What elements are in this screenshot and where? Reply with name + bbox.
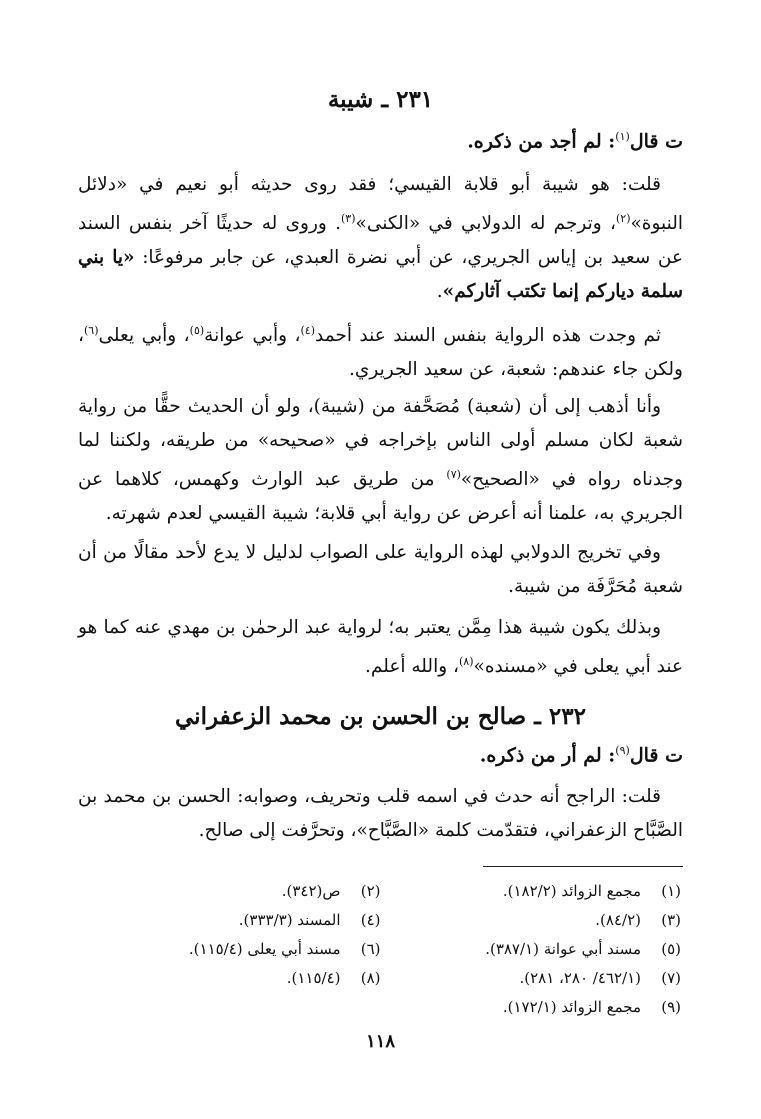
text: ، وأبي عوانة xyxy=(204,325,301,347)
paragraph-4 xyxy=(78,536,683,604)
footnote-text: (٨٤/٢). xyxy=(595,910,641,929)
footnote-text: المسند (٣٣٣/٣). xyxy=(238,910,341,929)
paragraph-5 xyxy=(78,611,683,684)
footnote-number: (٢) xyxy=(360,881,381,900)
entry-231-title: ٢٣١ ـ شيبة xyxy=(327,86,434,113)
footnotes xyxy=(80,876,681,1021)
footnote-ref[interactable]: (٣) xyxy=(341,212,356,225)
footnote xyxy=(80,882,381,900)
footnote-row xyxy=(80,992,681,1021)
footnote xyxy=(80,969,381,987)
entry-232-qal xyxy=(78,744,683,766)
footnote-number: (٩) xyxy=(661,997,681,1016)
footnote xyxy=(381,911,682,929)
qal-text: : لم أر من ذكره. xyxy=(479,744,616,767)
footnote-text: (١١٥/٤). xyxy=(286,968,341,987)
footnote-number: (١) xyxy=(661,881,681,900)
footnote-number: (٨) xyxy=(360,968,381,987)
footnote-ref[interactable]: (٩) xyxy=(615,744,630,757)
text: . xyxy=(436,281,443,303)
footnote-text: مسند أبي عوانة (٣٨٧/١). xyxy=(485,939,641,958)
paragraph-2 xyxy=(78,314,683,387)
footnote-ref[interactable]: (٦) xyxy=(83,324,99,337)
footnote-number: (٤) xyxy=(360,910,381,929)
footnote xyxy=(381,882,682,900)
footnote-text: (٤٦٢/١/ ٢٨٠، ٢٨١). xyxy=(519,968,641,987)
footnote-number: (٧) xyxy=(661,968,681,987)
footnote-text: ص(٣٤٢). xyxy=(281,881,341,900)
text: ، وترجم له الدولابي في «الكنى» xyxy=(355,213,616,235)
text: ثم وجدت هذه الرواية بنفس السند عند أحمد xyxy=(315,325,661,347)
footnote-ref[interactable]: (٥) xyxy=(189,324,205,337)
footnote-ref[interactable]: (٧) xyxy=(446,468,461,481)
qal-prefix: ت قال xyxy=(629,130,683,153)
qal-text: : لم أجد من ذكره. xyxy=(467,130,616,153)
footnote-number: (٥) xyxy=(661,939,681,958)
footnote xyxy=(381,998,682,1016)
text: وبذلك يكون شيبة هذا مِمَّن يعتبر به؛ لرواية عبد الرحمٰن بن مهدي عنه كما هو عند أبي يعلى في «مسنده» xyxy=(78,617,683,678)
footnote xyxy=(381,940,682,958)
text: ، ولكن جاء عندهم: شعبة، عن سعيد الجريري. xyxy=(78,325,683,381)
footnote xyxy=(381,969,682,987)
page-number: ١١٨ xyxy=(365,1031,395,1052)
paragraph-1 xyxy=(78,168,683,309)
paragraph-3 xyxy=(78,390,683,531)
footnote xyxy=(80,911,381,929)
text: من طريق عبد الوارث وكهمس، كلاهما عن الجريري به، علمنا أنه أعرض عن رواية أبي قلابة؛ شيبة القيسي لعدم شهرته. xyxy=(78,469,683,525)
footnote-row xyxy=(80,876,681,905)
footnote-ref[interactable]: (١) xyxy=(615,130,630,143)
footnote-text: مسند أبي يعلى (١١٥/٤). xyxy=(188,939,341,958)
entry-231-qal xyxy=(78,130,683,152)
footnote-number: (٣) xyxy=(661,910,681,929)
text: . وروى له حديثًا آخر بنفس السند عن سعيد بن إياس الجريري، عن أبي نضرة العبدي، عن جابر مرفوعًا: xyxy=(78,213,683,269)
paragraph-6 xyxy=(78,780,683,848)
footnote-text: مجمع الزوائد (١٨٢/٢). xyxy=(502,881,641,900)
entry-232-title: ٢٣٢ ـ صالح بن الحسن بن محمد الزعفراني xyxy=(175,703,586,730)
qal-prefix: ت قال xyxy=(629,744,683,767)
footnote-ref[interactable]: (٤) xyxy=(300,324,315,337)
hadith-text: «يا بني سلمة دياركم إنما تكتب آثاركم» xyxy=(78,247,683,303)
footnote xyxy=(80,940,381,958)
text: وأنا أذهب إلى أن (شعبة) مُصَحَّفة من (شيبة)، ولو أن الحديث حقًّا من رواية شعبة لكان مسلم أولى الناس بإخراجه في «صحيحه» من طريقه، ولكننا لما وجدناه رواه في «الصحيح» xyxy=(78,396,683,491)
footnote-ref[interactable]: (٢) xyxy=(615,212,631,225)
text: قلت: هو شيبة أبو قلابة القيسي؛ فقد روى حديثه أبو نعيم في «دلائل النبوة» xyxy=(78,174,683,235)
text: ، وأبي يعلى xyxy=(98,325,190,347)
footnote-row xyxy=(80,934,681,963)
footnote-number: (٦) xyxy=(360,939,381,958)
footnote-text: مجمع الزوائد (١٧٢/١). xyxy=(502,997,641,1016)
text: ، والله أعلم. xyxy=(365,656,459,678)
footnote-row xyxy=(80,963,681,992)
text: قلت: الراجح أنه حدث في اسمه قلب وتحريف، وصوابه: الحسن بن محمد بن الصَّبَّاح الزعفراني، فتقدّمت كلمة «الصَّبَّاح»، وتحرَّفت إلى صالح. xyxy=(78,786,683,841)
footnote-divider xyxy=(483,866,683,867)
text: وفي تخريج الدولابي لهذه الرواية على الصواب لدليل لا يدع لأحد مقالًا من أن شعبة مُحَرَّفَة من شيبة. xyxy=(78,542,683,597)
footnote-row xyxy=(80,905,681,934)
footnote-ref[interactable]: (٨) xyxy=(459,655,474,668)
